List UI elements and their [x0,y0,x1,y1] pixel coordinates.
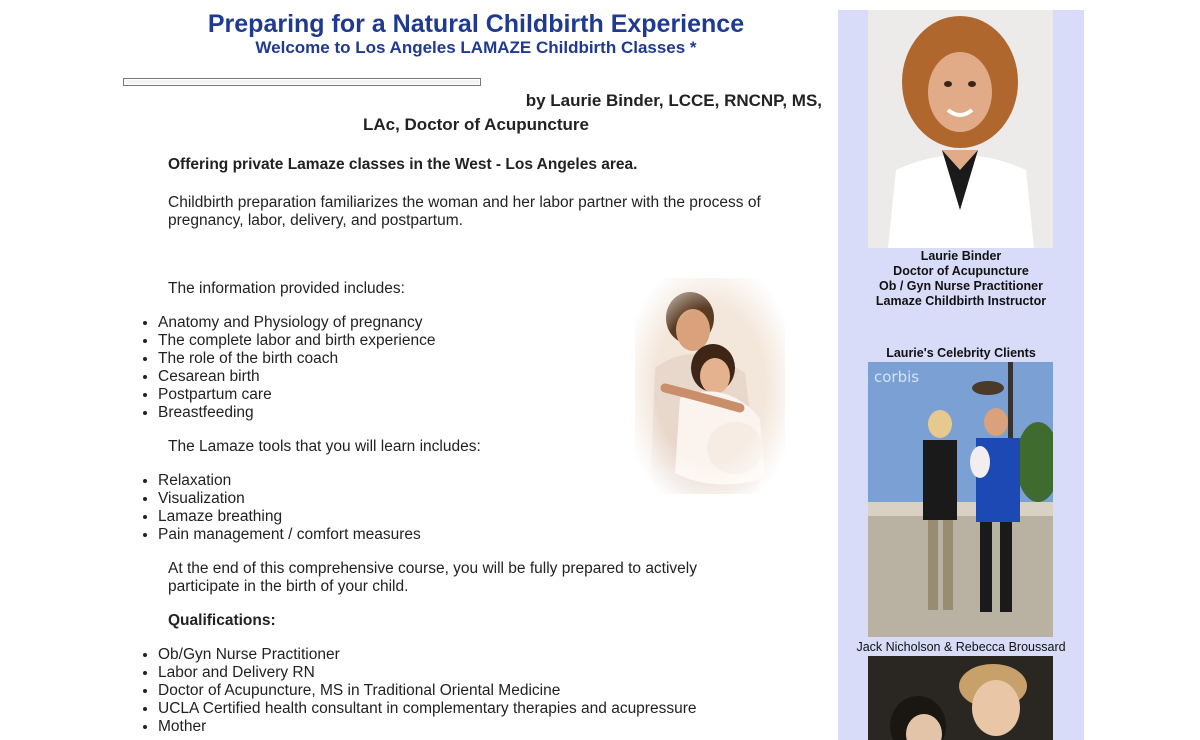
qualifications-heading: Qualifications: [168,612,276,629]
tools-heading: The Lamaze tools that you will learn includes: [168,438,481,455]
author-byline: by Laurie Binder, LCCE, RNCNP, MS, [525,91,822,110]
list-item: • Cesarean birth [158,368,435,386]
list-item: • Ob/Gyn Nurse Practitioner [158,646,697,664]
portrait-caption-name: Laurie Binder [920,249,1002,263]
info-list [138,314,435,422]
list-item: • Breastfeeding [158,404,435,422]
horizontal-rule [123,78,481,86]
portrait-caption-title: Doctor of Acupuncture [893,264,1029,278]
prep-paragraph: Childbirth preparation familiarizes the woman and her labor partner with the process of pregnancy, labor, delivery, and postpartum. [168,194,761,229]
portrait-caption-role: Ob / Gyn Nurse Practitioner [879,279,1043,293]
portrait-caption-instructor: Lamaze Childbirth Instructor [875,294,1047,308]
list-item: • The role of the birth coach [158,350,435,368]
sidebar [838,10,1084,740]
page-title: Preparing for a Natural Childbirth Experience [207,10,745,38]
offering-text: Offering private Lamaze classes in the West - Los Angeles area. [168,156,638,173]
conclusion-paragraph: At the end of this comprehensive course, you will be fully prepared to actively participate in the birth of your child. [168,560,697,595]
celebrity-caption: Jack Nicholson & Rebecca Broussard [856,640,1066,654]
page-subtitle: Welcome to Los Angeles LAMAZE Childbirth Classes * [255,38,697,57]
qualifications-list [138,646,697,736]
list-item: • Visualization [158,490,421,508]
author-credentials: LAc, Doctor of Acupuncture [362,115,590,134]
list-item: • Lamaze breathing [158,508,421,526]
laurie-binder-portrait [868,10,1053,248]
main-content [115,0,835,740]
info-heading: The information provided includes: [168,280,405,297]
corbis-watermark: corbis [874,368,920,386]
list-item: • Relaxation [158,472,421,490]
list-item: • Postpartum care [158,386,435,404]
list-item: • UCLA Certified health consultant in complementary therapies and acupressure [158,700,697,718]
list-item: • Anatomy and Physiology of pregnancy [158,314,435,332]
list-item: • Pain management / comfort measures [158,526,421,544]
couple-photo [635,278,785,494]
list-item: • The complete labor and birth experience [158,332,435,350]
list-item: • Labor and Delivery RN [158,664,697,682]
list-item: • Doctor of Acupuncture, MS in Traditional Oriental Medicine [158,682,697,700]
celebrity-photo-2 [868,656,1053,740]
celebrity-heading: Laurie's Celebrity Clients [886,346,1036,360]
celebrity-photo [868,362,1053,637]
list-item: • Mother [158,718,697,736]
tools-list [138,472,421,544]
